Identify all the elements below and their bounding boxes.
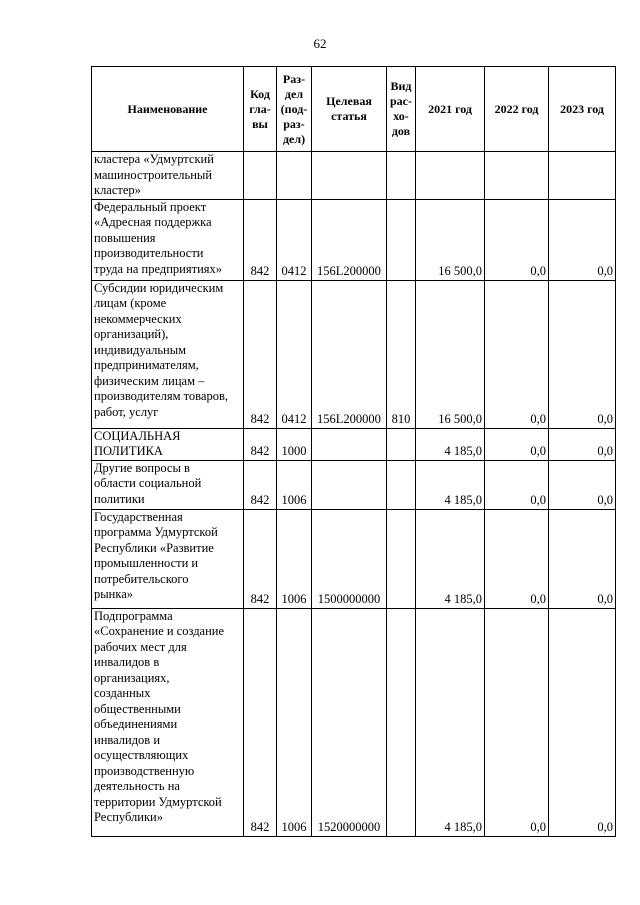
row-chapter: 842 <box>244 199 277 280</box>
row-2023: 0,0 <box>549 460 616 509</box>
row-expense <box>387 152 416 200</box>
header-expense-type: Вид рас- хо- дов <box>387 67 416 152</box>
row-chapter: 842 <box>244 460 277 509</box>
row-2022: 0,0 <box>485 428 549 460</box>
row-2022 <box>485 152 549 200</box>
row-2022: 0,0 <box>485 509 549 608</box>
row-2022: 0,0 <box>485 608 549 836</box>
row-2023 <box>549 152 616 200</box>
row-2023: 0,0 <box>549 428 616 460</box>
row-section: 1000 <box>277 428 312 460</box>
row-2021: 4 185,0 <box>416 428 485 460</box>
row-target <box>312 152 387 200</box>
row-2022: 0,0 <box>485 199 549 280</box>
row-section <box>277 152 312 200</box>
row-name: кластера «Удмуртский машиностроительный кластер» <box>92 152 244 200</box>
header-target-article: Целевая статья <box>312 67 387 152</box>
row-name: Федеральный проект «Адресная поддержка повышения производительности труда на предприятиях» <box>92 199 244 280</box>
row-2023: 0,0 <box>549 199 616 280</box>
row-name: Государственная программа Удмуртской Республики «Развитие промышленности и потребительского рынка» <box>92 509 244 608</box>
table-row <box>92 152 616 200</box>
table-row <box>92 428 616 460</box>
row-target: 156L200000 <box>312 280 387 428</box>
row-expense <box>387 199 416 280</box>
row-target: 1520000000 <box>312 608 387 836</box>
table-row <box>92 608 616 836</box>
budget-table <box>91 66 616 837</box>
header-year-2021: 2021 год <box>416 67 485 152</box>
table-row <box>92 509 616 608</box>
row-chapter: 842 <box>244 280 277 428</box>
row-name: Субсидии юридическим лицам (кроме некоммерческих организаций), индивидуальным предпринимателям, физическим лицам – производителям товаров, работ, услуг <box>92 280 244 428</box>
header-chapter-code: Код гла- вы <box>244 67 277 152</box>
row-expense <box>387 460 416 509</box>
table-row <box>92 199 616 280</box>
row-target <box>312 428 387 460</box>
table-row <box>92 460 616 509</box>
row-chapter: 842 <box>244 608 277 836</box>
row-name: Подпрограмма «Сохранение и создание рабочих мест для инвалидов в организациях, созданных общественными объединениями инвалидов и осуществляющих производственную деятельность на территории Удмуртской Республики» <box>92 608 244 836</box>
header-section: Раз- дел (под- раз- дел) <box>277 67 312 152</box>
row-name: Другие вопросы в области социальной политики <box>92 460 244 509</box>
row-section: 0412 <box>277 280 312 428</box>
page-number: 62 <box>313 36 327 51</box>
row-chapter: 842 <box>244 509 277 608</box>
row-chapter: 842 <box>244 428 277 460</box>
row-2021: 16 500,0 <box>416 199 485 280</box>
table-header-row <box>92 67 616 152</box>
row-target: 156L200000 <box>312 199 387 280</box>
row-section: 1006 <box>277 608 312 836</box>
row-section: 1006 <box>277 460 312 509</box>
row-2023: 0,0 <box>549 608 616 836</box>
row-2022: 0,0 <box>485 460 549 509</box>
row-2021: 4 185,0 <box>416 509 485 608</box>
row-expense <box>387 509 416 608</box>
row-2021: 4 185,0 <box>416 460 485 509</box>
row-2023: 0,0 <box>549 280 616 428</box>
row-chapter <box>244 152 277 200</box>
row-2021 <box>416 152 485 200</box>
row-expense <box>387 428 416 460</box>
header-year-2022: 2022 год <box>485 67 549 152</box>
row-2021: 4 185,0 <box>416 608 485 836</box>
row-expense: 810 <box>387 280 416 428</box>
row-section: 1006 <box>277 509 312 608</box>
row-section: 0412 <box>277 199 312 280</box>
row-expense <box>387 608 416 836</box>
row-2023: 0,0 <box>549 509 616 608</box>
header-name: Наименование <box>92 67 244 152</box>
row-target: 1500000000 <box>312 509 387 608</box>
header-year-2023: 2023 год <box>549 67 616 152</box>
row-2022: 0,0 <box>485 280 549 428</box>
row-name: СОЦИАЛЬНАЯ ПОЛИТИКА <box>92 428 244 460</box>
row-2021: 16 500,0 <box>416 280 485 428</box>
table-row <box>92 280 616 428</box>
row-target <box>312 460 387 509</box>
